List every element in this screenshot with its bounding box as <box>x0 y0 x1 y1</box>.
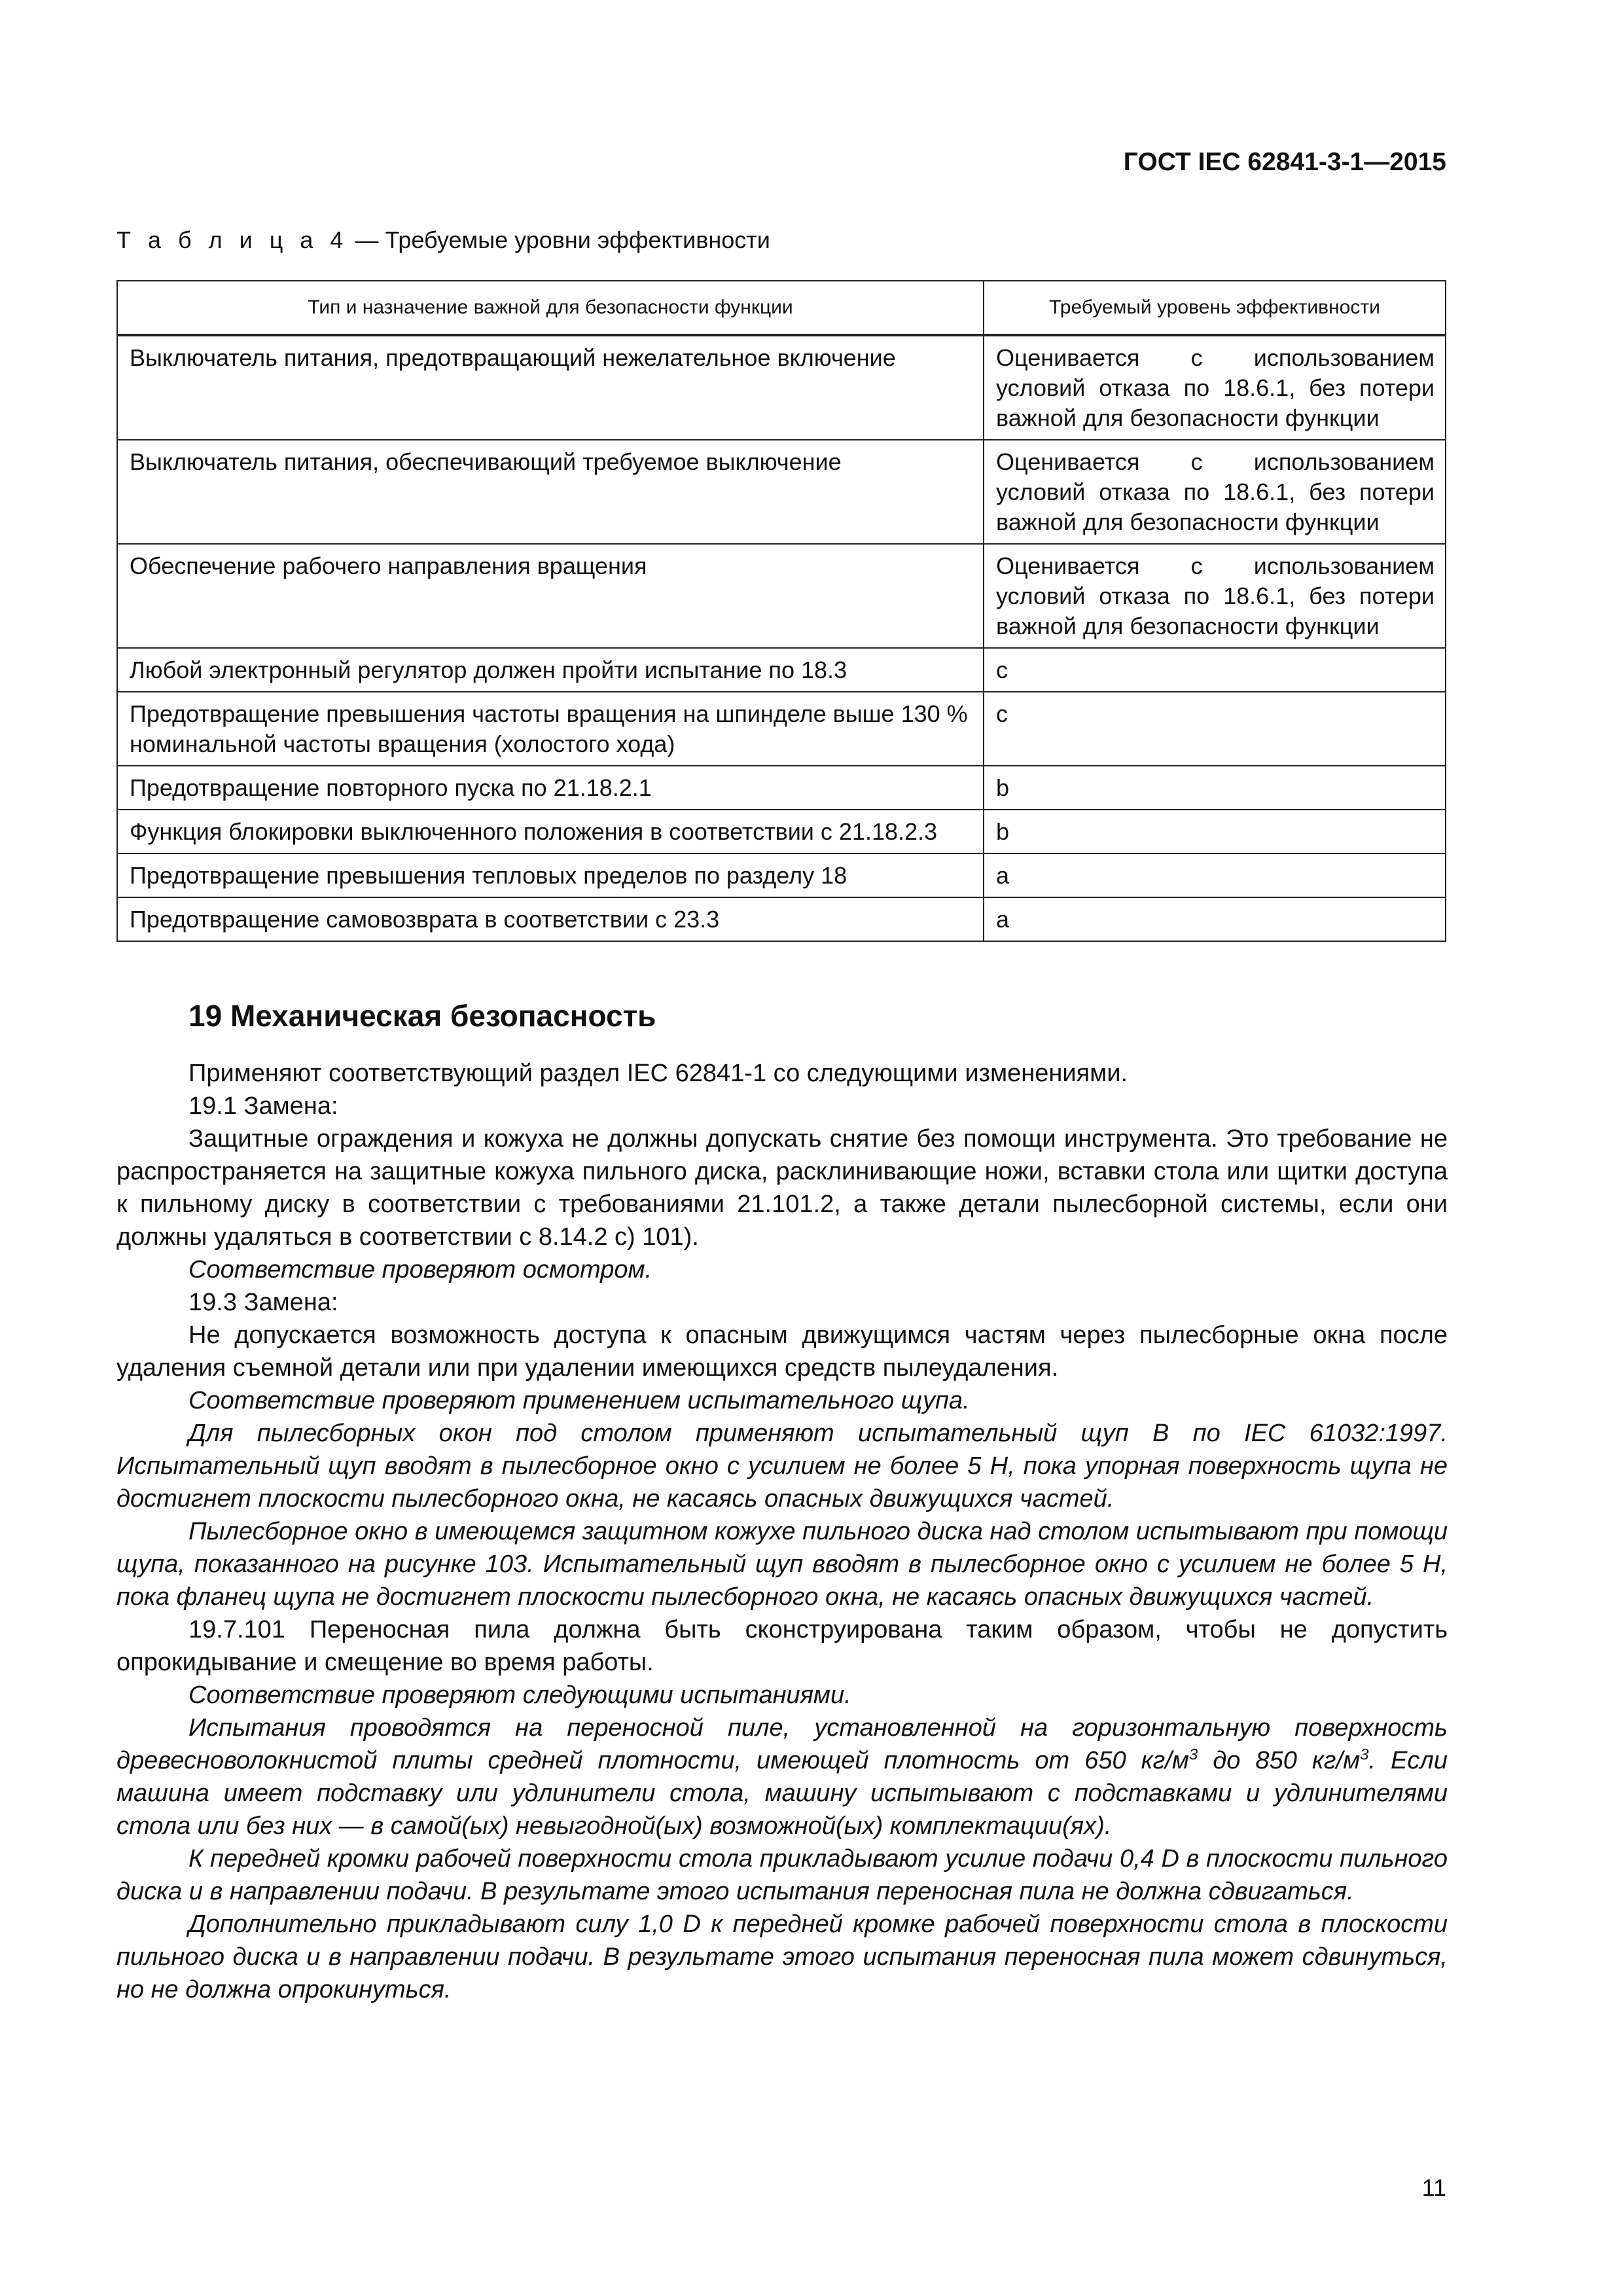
table-cell-level: b <box>984 766 1446 810</box>
table-cell-level: c <box>984 648 1446 692</box>
table-cell-level: a <box>984 853 1446 897</box>
performance-levels-table <box>116 280 1446 942</box>
table-cell-function: Предотвращение превышения тепловых пределов по разделу 18 <box>117 853 984 897</box>
table-row <box>117 853 1446 897</box>
paragraph-probe-guard: Пылесборное окно в имеющемся защитном кожухе пильного диска над столом испытывают при помощи щупа, показанного на рисунке 103. Испытательный щуп вводят в пылесборное окно с усилием не более 5 Н, пока фланец щупа не достигнет плоскости пылесборного окна, не касаясь опасных движущихся частей. <box>116 1518 1448 1611</box>
superscript: 3 <box>1188 1746 1198 1764</box>
paragraph-test-setup <box>116 1712 1448 1842</box>
table-header-row <box>117 281 1446 335</box>
table-cell-function: Предотвращение превышения частоты вращения на шпинделе выше 130 % номинальной частоты вращения (холостого хода) <box>117 692 984 766</box>
table-cell-function: Предотвращение самовозврата в соответствии с 23.3 <box>117 897 984 941</box>
table-caption-text: — Требуемые уровни эффективности <box>348 226 770 253</box>
test-setup-text-b: до 850 кг/м <box>1198 1747 1361 1774</box>
table-row <box>117 440 1446 544</box>
paragraph-additional-force: Дополнительно прикладывают силу 1,0 D к передней кромке рабочей поверхности стола в плоскости пильного диска и в направлении подачи. В результате этого испытания переносная пила может сдвинуться, но не должна опрокинуться. <box>116 1910 1448 2003</box>
paragraph-intro: Применяют соответствующий раздел IEC 62841-1 со следующими изменениями. <box>188 1060 1128 1087</box>
table-caption-prefix: Т а б л и ц а 4 <box>116 226 349 253</box>
table-row <box>117 335 1446 440</box>
page-number: 11 <box>1421 2174 1446 2201</box>
table-row <box>117 648 1446 692</box>
table-cell-level: Оценивается с использованием условий отказа по 18.6.1, без потери важной для безопасности функции <box>984 440 1446 544</box>
table-cell-level: c <box>984 692 1446 766</box>
table-cell-function: Выключатель питания, предотвращающий нежелательное включение <box>117 335 984 440</box>
section-body <box>116 1057 1448 2006</box>
table-row <box>117 544 1446 648</box>
table-cell-function: Функция блокировки выключенного положения в соответствии с 21.18.2.3 <box>117 810 984 853</box>
paragraph-compliance-probe: Соответствие проверяют применением испытательного щупа. <box>188 1387 970 1414</box>
paragraph-clause-19-7-101: 19.7.101 Переносная пила должна быть сконструирована таким образом, чтобы не допустить опрокидывание и смещение во время работы. <box>116 1616 1448 1676</box>
paragraph-clause-19-1: 19.1 Замена: <box>188 1092 338 1120</box>
table-cell-function: Предотвращение повторного пуска по 21.18.2.1 <box>117 766 984 810</box>
table-cell-function: Выключатель питания, обеспечивающий требуемое выключение <box>117 440 984 544</box>
table-cell-function: Любой электронный регулятор должен пройти испытание по 18.3 <box>117 648 984 692</box>
test-setup-text-a: Испытания проводятся на переносной пиле, установленной на горизонтальную поверхность древесноволокнистой плиты средней плотности, имеющей плотность от 650 кг/м <box>116 1714 1448 1774</box>
section-heading: 19 Механическая безопасность <box>188 999 656 1033</box>
table-cell-level: a <box>984 897 1446 941</box>
table-cell-level: Оценивается с использованием условий отказа по 18.6.1, без потери важной для безопасности функции <box>984 335 1446 440</box>
table-cell-level: b <box>984 810 1446 853</box>
table-row <box>117 692 1446 766</box>
table-caption <box>116 226 770 254</box>
paragraph-access: Не допускается возможность доступа к опасным движущимся частям через пылесборные окна после удаления съемной детали или при удалении имеющихся средств пылеудаления. <box>116 1321 1448 1382</box>
paragraph-probe-b: Для пылесборных окон под столом применяют испытательный щуп В по IEC 61032:1997. Испытательный щуп вводят в пылесборное окно с усилием не более 5 Н, пока упорная поверхность щупа не достигнет плоскости пылесборного окна, не касаясь опасных движущихся частей. <box>116 1420 1448 1513</box>
table-cell-function: Обеспечение рабочего направления вращения <box>117 544 984 648</box>
table-header-level: Требуемый уровень эффективности <box>984 281 1446 335</box>
table-header-function: Тип и назначение важной для безопасности функции <box>117 281 984 335</box>
paragraph-feed-force: К передней кромки рабочей поверхности стола прикладывают усилие подачи 0,4 D в плоскости пильного диска и в направлении подачи. В результате этого испытания переносная пила не должна сдвигаться. <box>116 1845 1448 1905</box>
paragraph-compliance-inspection: Соответствие проверяют осмотром. <box>188 1256 652 1283</box>
paragraph-compliance-tests: Соответствие проверяют следующими испытаниями. <box>188 1681 851 1709</box>
paragraph-clause-19-3: 19.3 Замена: <box>188 1289 338 1316</box>
table-row <box>117 897 1446 941</box>
table-row <box>117 766 1446 810</box>
table-row <box>117 810 1446 853</box>
document-code: ГОСТ IEC 62841-3-1—2015 <box>1123 148 1446 176</box>
superscript: 3 <box>1360 1746 1369 1764</box>
paragraph-guards: Защитные ограждения и кожуха не должны допускать снятие без помощи инструмента. Это требование не распространяется на защитные кожуха пильного диска, расклинивающие ножи, вставки стола или щитки доступа к пильному диску в соответствии с требованиями 21.101.2, а также детали пылесборной системы, если они должны удаляться в соответствии с 8.14.2 с) 101). <box>116 1125 1448 1251</box>
table-cell-level: Оценивается с использованием условий отказа по 18.6.1, без потери важной для безопасности функции <box>984 544 1446 648</box>
test-setup-text-c: . Если машина имеет подставку или удлинители стола, машину испытывают с подставками и удлинителями стола или без них — в самой(ых) невыгодной(ых) возможной(ых) комплектации(ях). <box>116 1747 1448 1840</box>
